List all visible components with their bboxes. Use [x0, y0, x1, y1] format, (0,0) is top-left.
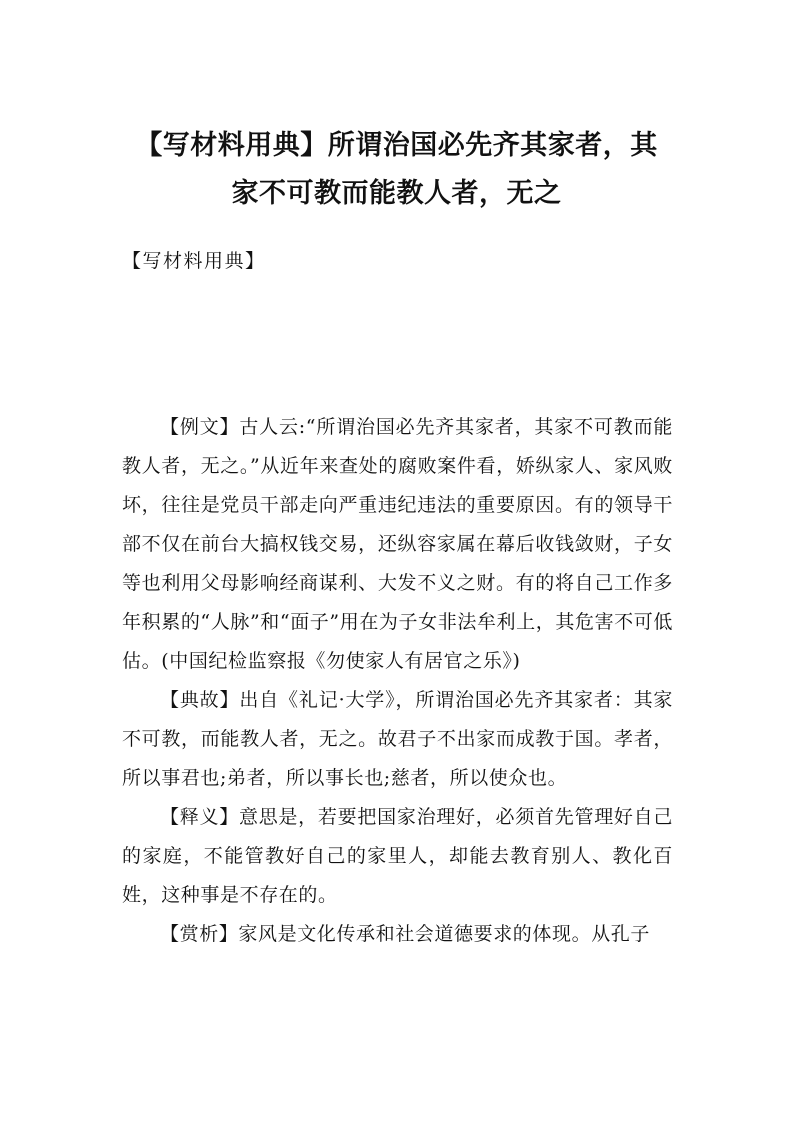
paragraph-text: 意思是，若要把国家治理好，必须首先管理好自己的家庭，不能管教好自己的家里人，却能去教育别人、教化百姓，这种事是不存在的。 [122, 806, 674, 906]
title-line-2: 家不可教而能教人者，无之 [231, 178, 562, 209]
paragraph-example [122, 408, 673, 681]
paragraph-allusion [122, 681, 673, 798]
title-line-1: 【写材料用典】所谓治国必先齐其家者，其 [135, 130, 658, 161]
paragraph-text: 家风是文化传承和社会道德要求的体现。从孔子 [238, 923, 651, 945]
document-title [110, 122, 683, 218]
paragraph-tag: 【释义】 [160, 806, 239, 828]
paragraph-text: 出自《礼记·大学》，所谓治国必先齐其家者：其家不可教，而能教人者，无之。故君子不出家而成教于国。孝者，所以事君也;弟者，所以事长也;慈者，所以使众也。 [122, 689, 674, 789]
subheading: 【写材料用典】 [122, 250, 266, 272]
paragraph-tag: 【典故】 [160, 689, 240, 711]
paragraph-appreciation [122, 915, 673, 954]
paragraph-tag: 【赏析】 [160, 923, 239, 945]
document-body [122, 408, 673, 954]
paragraph-interpretation [122, 798, 673, 915]
paragraph-text: 古人云:“所谓治国必先齐其家者，其家不可教而能教人者，无之。”从近年来查处的腐败案件看，娇纵家人、家风败坏，往往是党员干部走向严重违纪违法的重要原因。有的领导干部不仅在前台大搞权钱交易，还纵容家属在幕后收钱敛财，子女等也利用父母影响经商谋利、大发不义之财。有的将自己工作多年积累的“人脉”和“面子”用在为子女非法牟利上，其危害不可低估。(中国纪检监察报《勿使家人有居官之乐》) [122, 416, 673, 672]
paragraph-tag: 【例文】 [160, 416, 240, 438]
